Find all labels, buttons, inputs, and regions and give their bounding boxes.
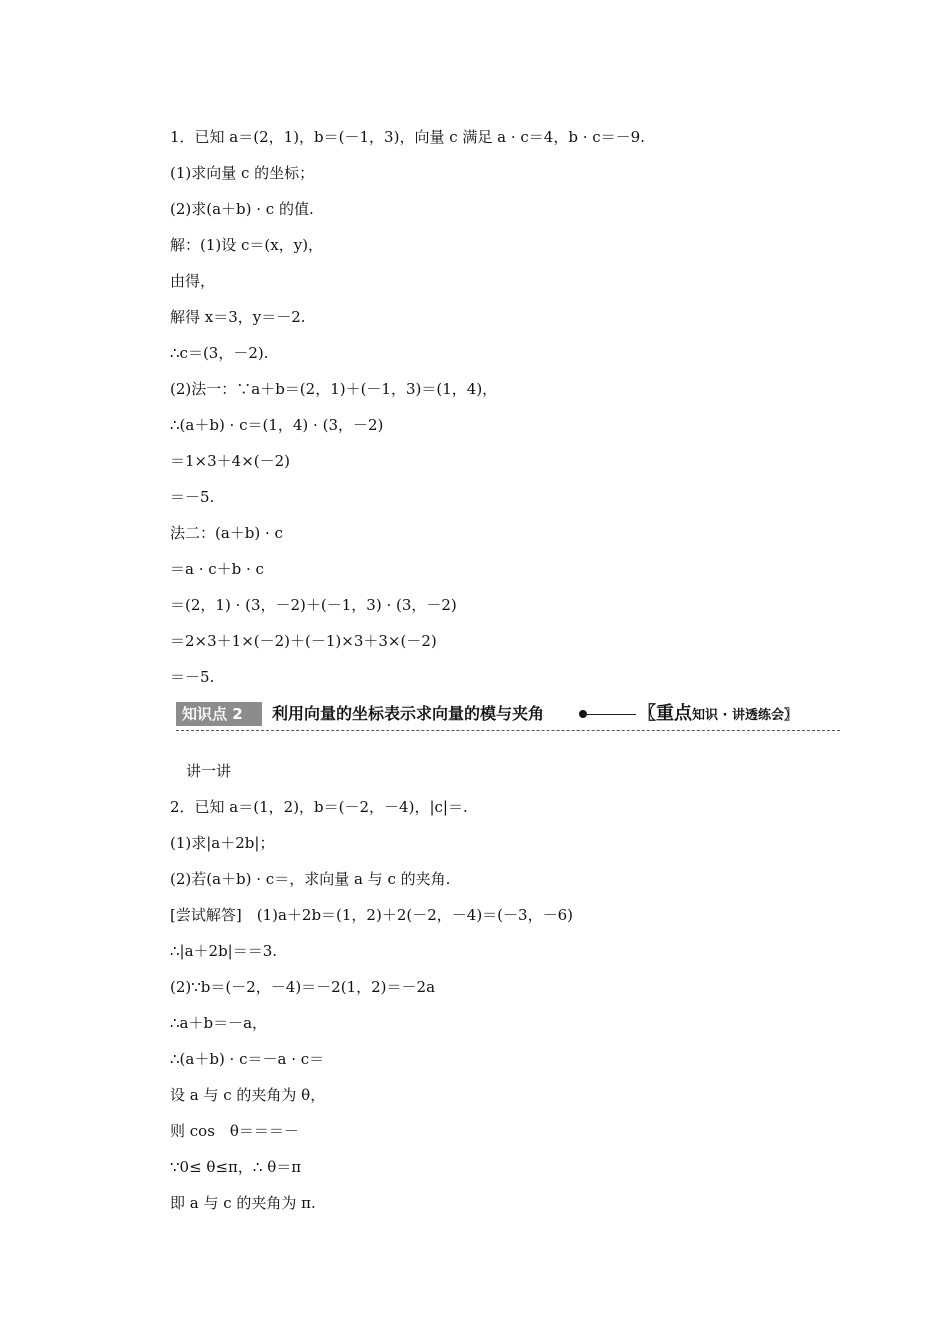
method1-line1: (2)法一：∵a＋b＝(2，1)＋(－1，3)＝(1，4)， [170, 380, 498, 398]
attempt-line3: (2)∵b＝(－2，－4)＝－2(1，2)＝－2a [170, 978, 436, 996]
solution-from: 由得， [170, 272, 216, 290]
attempt-line9: 即 a 与 c 的夹角为 π. [170, 1194, 316, 1212]
banner-rule [584, 714, 636, 715]
problem1-part1: (1)求向量 c 的坐标； [170, 164, 315, 182]
problem1-statement: 1．已知 a＝(2，1)，b＝(－1，3)，向量 c 满足 a · c＝4，b · c＝－9. [170, 128, 645, 146]
emphasis-key: 〖重点 [638, 703, 692, 724]
method2-line5: ＝－5. [170, 668, 215, 686]
emphasis-sub: 知识 · 讲透练会〗 [692, 708, 797, 723]
banner-dashed-divider [176, 730, 840, 731]
solution-solve: 解得 x＝3，y＝－2. [170, 308, 306, 326]
lecture-heading: 讲一讲 [186, 762, 232, 780]
attempt-line8: ∵0≤ θ≤π，∴ θ＝π [170, 1158, 302, 1176]
method1-line4: ＝－5. [170, 488, 215, 506]
section-emphasis [638, 702, 797, 728]
attempt-line7: 则 cos θ＝＝＝－ [170, 1122, 299, 1140]
section-banner [176, 700, 840, 728]
problem2-part1: (1)求|a＋2b|； [170, 834, 275, 852]
method2-line4: ＝2×3＋1×(－2)＋(－1)×3＋3×(－2) [170, 632, 437, 650]
method2-line2: ＝a · c＋b · c [170, 560, 264, 578]
problem2-statement: 2．已知 a＝(1，2)，b＝(－2，－4)，|c|＝. [170, 798, 468, 816]
problem1-part2: (2)求(a＋b) · c 的值. [170, 200, 314, 218]
method2-line1: 法二：(a＋b) · c [170, 524, 283, 542]
section-title: 利用向量的坐标表示求向量的模与夹角 [272, 704, 545, 723]
method2-line3: ＝(2，1) · (3，－2)＋(－1，3) · (3，－2) [170, 596, 457, 614]
method1-line3: ＝1×3＋4×(－2) [170, 452, 291, 470]
solution-intro: 解：(1)设 c＝(x，y)， [170, 236, 324, 254]
problem2-part2: (2)若(a＋b) · c＝，求向量 a 与 c 的夹角. [170, 870, 451, 888]
attempt-line6: 设 a 与 c 的夹角为 θ， [170, 1086, 326, 1104]
solution-c: ∴c＝(3，－2). [170, 344, 269, 362]
method1-line2: ∴(a＋b) · c＝(1，4) · (3，－2) [170, 416, 384, 434]
attempt-line4: ∴a＋b＝－a， [170, 1014, 268, 1032]
attempt-line1: [尝试解答] (1)a＋2b＝(1，2)＋2(－2，－4)＝(－3，－6) [170, 906, 573, 924]
attempt-line2: ∴|a＋2b|＝＝3. [170, 942, 278, 960]
attempt-line5: ∴(a＋b) · c＝－a · c＝ [170, 1050, 325, 1068]
knowledge-point-tag: 知识点 2 [176, 702, 262, 726]
